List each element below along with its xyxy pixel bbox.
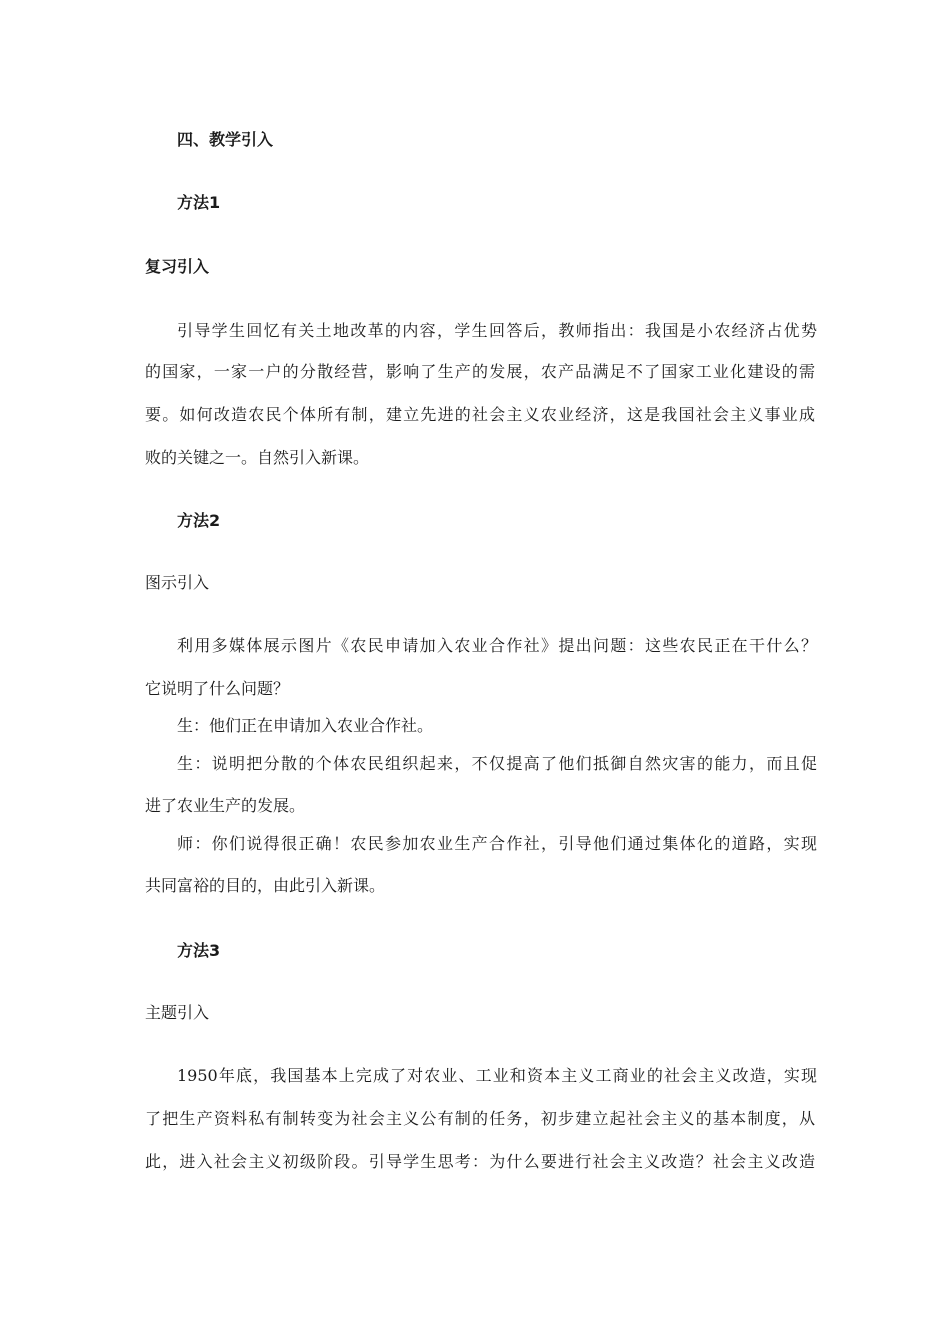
method2-student-answer: 生：他们正在申请加入农业合作社。	[177, 716, 434, 735]
method3-paragraph-line: 了把生产资料私有制转变为社会主义公有制的任务，初步建立起社会主义的基本制度，从	[145, 1109, 815, 1128]
section-heading: 四、教学引入	[177, 130, 274, 149]
method2-teacher-reply: 师：你们说得很正确！农民参加农业生产合作社，引导他们通过集体化的道路，实现	[177, 834, 817, 853]
method3-label: 方法3	[177, 941, 221, 960]
method2-student-answer: 生：说明把分散的个体农民组织起来，不仅提高了他们抵御自然灾害的能力，而且促	[177, 754, 817, 773]
method2-paragraph-line: 共同富裕的目的，由此引入新课。	[145, 876, 386, 895]
method3-subtitle: 主题引入	[145, 1003, 210, 1022]
method3-paragraph-line: 此，进入社会主义初级阶段。引导学生思考：为什么要进行社会主义改造？社会主义改造	[145, 1152, 815, 1171]
method1-subtitle: 复习引入	[145, 257, 210, 276]
method1-paragraph-line: 的国家，一家一户的分散经营，影响了生产的发展，农产品满足不了国家工业化建设的需	[145, 362, 815, 381]
method2-paragraph-line: 利用多媒体展示图片《农民申请加入农业合作社》提出问题：这些农民正在干什么？	[177, 636, 817, 655]
method3-paragraph-line: 1950年底，我国基本上完成了对农业、工业和资本主义工商业的社会主义改造，实现	[177, 1066, 817, 1085]
method2-paragraph-line: 进了农业生产的发展。	[145, 796, 306, 815]
method1-label: 方法1	[177, 193, 221, 212]
method1-paragraph-line: 败的关键之一。自然引入新课。	[145, 448, 370, 467]
method1-paragraph-line: 引导学生回忆有关土地改革的内容，学生回答后，教师指出：我国是小农经济占优势	[177, 321, 817, 340]
method2-subtitle: 图示引入	[145, 573, 210, 592]
method1-paragraph-line: 要。如何改造农民个体所有制，建立先进的社会主义农业经济，这是我国社会主义事业成	[145, 405, 815, 424]
method2-paragraph-line: 它说明了什么问题？	[145, 679, 290, 698]
method2-label: 方法2	[177, 511, 221, 530]
